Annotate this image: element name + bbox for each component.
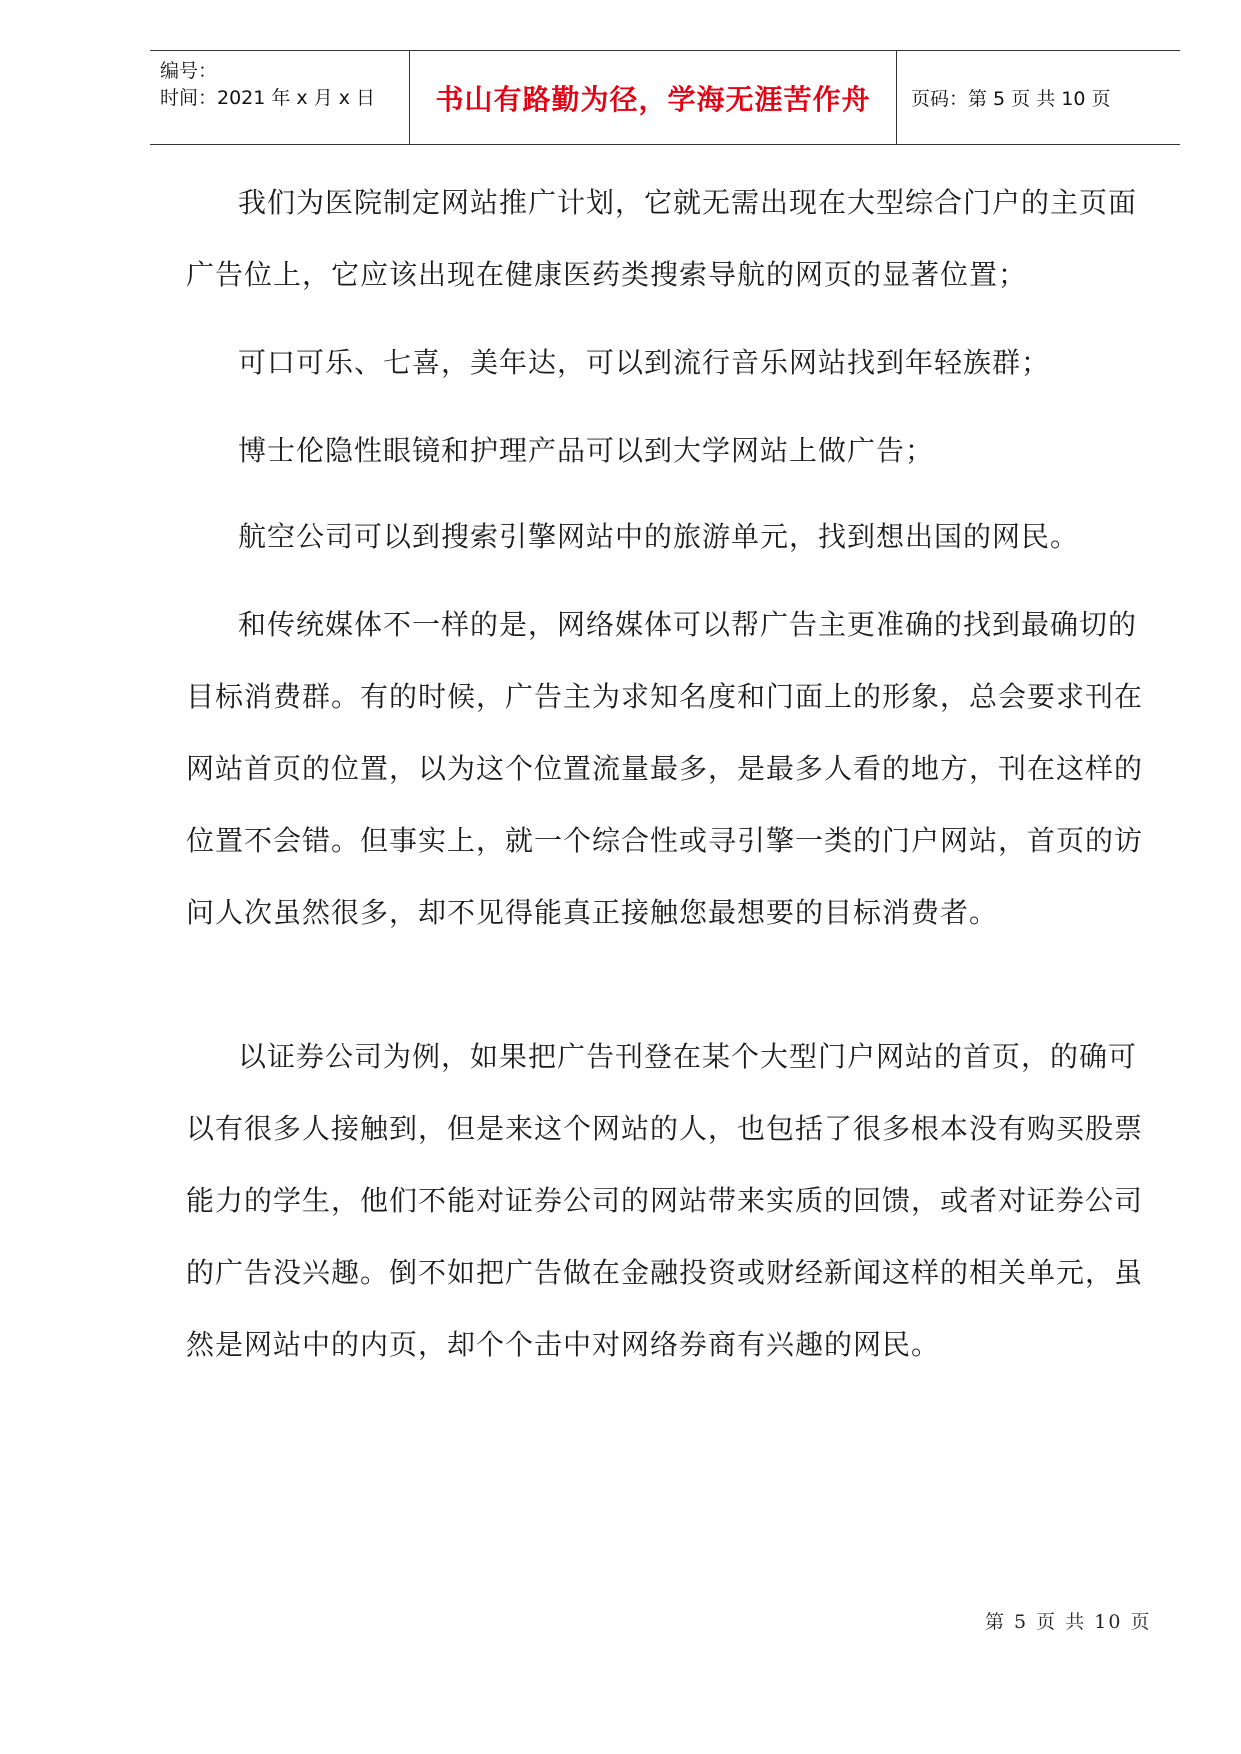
paragraph-2: 可口可乐、七喜，美年达，可以到流行音乐网站找到年轻族群； [238, 346, 1051, 379]
time-label: 时间：2021 年 x 月 x 日 [160, 87, 376, 109]
paragraph-3: 博士伦隐性眼镜和护理产品可以到大学网站上做广告； [238, 434, 935, 467]
paragraph-6: 以证券公司为例，如果把广告刊登在某个大型门户网站的首页，的确可以有很多人接触到，但是来这个网站的人，也包括了很多根本没有购买股票能力的学生，他们不能对证券公司的网站带来实质的回馈，或者对证券公司的广告没兴趣。倒不如把广告做在金融投资或财经新闻这样的相关单元，虽然是网站中的内页，却个个击中对网络券商有兴趣的网民。 [186, 1040, 1144, 1361]
page-footer: 第 5 页 共 10 页 [985, 1611, 1152, 1633]
number-label: 编号： [160, 60, 218, 82]
paragraph-1: 我们为医院制定网站推广计划，它就无需出现在大型综合门户的主页面广告位上，它应该出现在健康医药类搜索导航的网页的显著位置； [186, 186, 1138, 291]
header-motto: 书山有路勤为径，学海无涯苦作舟 [410, 51, 897, 144]
paragraph-4: 航空公司可以到搜索引擎网站中的旅游单元，找到想出国的网民。 [238, 520, 1080, 553]
header-page-info: 页码：第 5 页 共 10 页 [911, 88, 1111, 110]
document-header [150, 50, 1180, 145]
header-meta-cell [150, 51, 410, 144]
paragraph-5: 和传统媒体不一样的是，网络媒体可以帮广告主更准确的找到最确切的目标消费群。有的时候，广告主为求知名度和门面上的形象，总会要求刊在网站首页的位置，以为这个位置流量最多，是最多人看的地方，刊在这样的位置不会错。但事实上，就一个综合性或寻引擎一类的门户网站，首页的访问人次虽然很多，却不见得能真正接触您最想要的目标消费者。 [186, 608, 1144, 929]
